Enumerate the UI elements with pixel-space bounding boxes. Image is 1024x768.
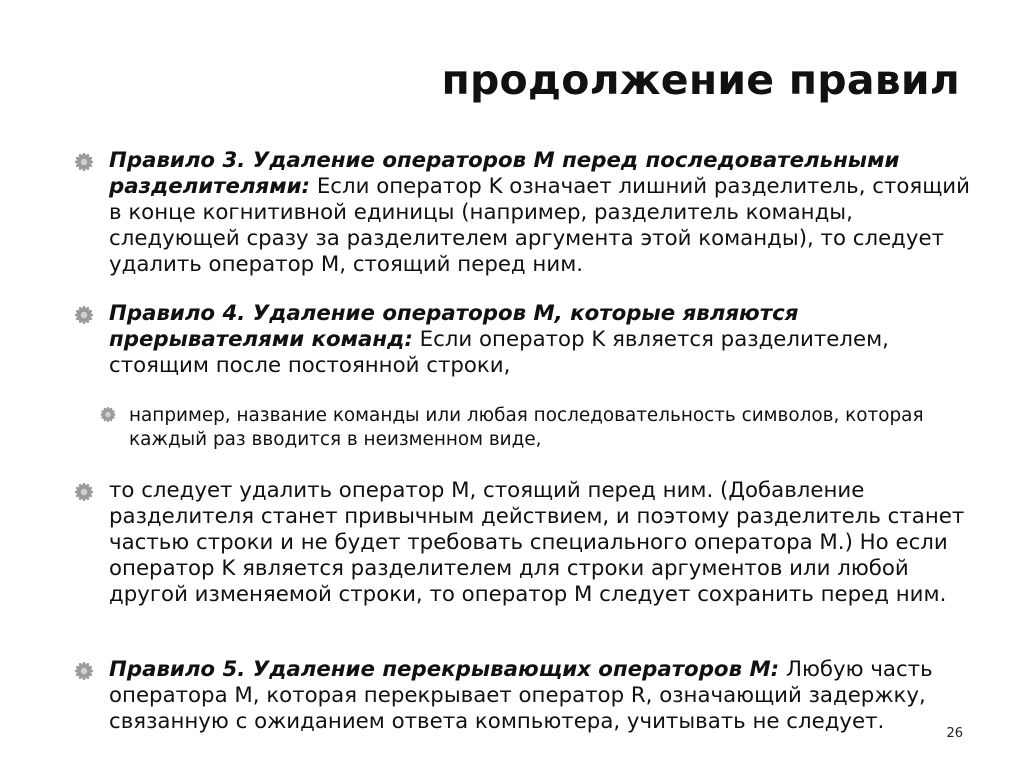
rule-body: Любую часть оператора M, которая перекрывает оператор R, означающий задержку, связанную с ожиданием ответа компьютера, учитывать не следует. xyxy=(109,657,933,734)
rule-heading: Правило 4. Удаление операторов M, которые являются прерывателями команд: xyxy=(109,301,799,352)
daisy-bullet-icon xyxy=(98,407,118,422)
rule-body: Если оператор K означает лишний разделитель, стоящий в конце когнитивной единицы (например, разделитель команды, следующей сразу за разделителем аргумента этой команды), то следует удалить оператор M, стоящий перед ним. xyxy=(109,174,970,277)
bullet-text xyxy=(109,657,972,735)
rule-body: Если оператор K является разделителем, стоящим после постоянной строки, xyxy=(109,327,889,378)
daisy-bullet-icon xyxy=(72,306,96,324)
daisy-bullet-icon xyxy=(72,483,96,501)
daisy-bullet-icon xyxy=(72,153,96,171)
bullet-text: например, название команды или любая последовательность символов, которая каждый раз вводится в неизменном виде, xyxy=(129,405,924,450)
rule-heading: Правило 3. Удаление операторов M перед последовательными разделителями: xyxy=(109,148,900,199)
rule-heading: Правило 5. Удаление перекрывающих операторов M: xyxy=(109,657,780,682)
sub-bullet-example xyxy=(98,404,972,452)
page-number: 26 xyxy=(946,726,963,741)
daisy-bullet-icon xyxy=(72,662,96,680)
slide-title: продолжение правил xyxy=(441,56,960,104)
bullet-text: то следует удалить оператор M, стоящий перед ним. (Добавление разделителя станет привычным действием, и поэтому разделитель станет частью строки и не будет требовать специального оператора M.) Но если оператор K является разделителем для строки аргументов или любой другой изменяемой строки, то оператор M следует сохранить перед ним. xyxy=(109,478,965,607)
bullet-text xyxy=(109,148,972,278)
bullet-text xyxy=(109,301,972,379)
bullet-rule-5 xyxy=(72,657,972,735)
bullet-rule-3 xyxy=(72,148,972,278)
bullet-rule-4 xyxy=(72,301,972,379)
bullet-continuation xyxy=(72,478,972,608)
